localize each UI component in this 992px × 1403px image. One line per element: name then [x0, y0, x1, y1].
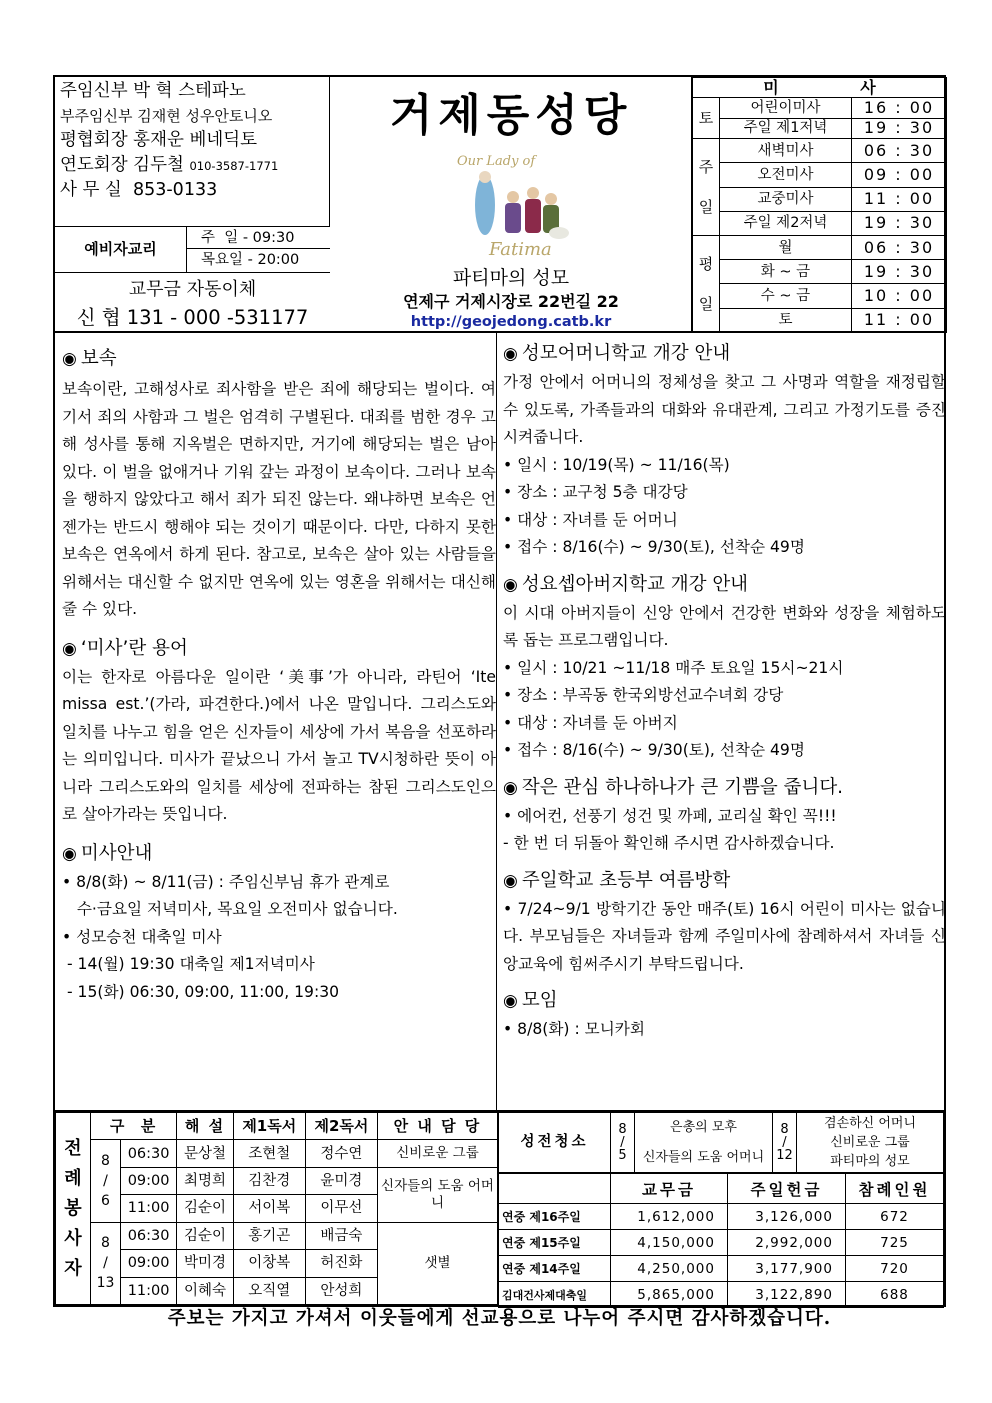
- cleaning-group-list: [797, 1113, 944, 1173]
- cleaning-group: 신자들의 도움 어머니: [635, 1143, 773, 1173]
- dues-account: 신 협 131 - 000 -531177: [76, 306, 309, 329]
- church-name: 거제동성당: [389, 90, 633, 141]
- section-title: [503, 570, 946, 600]
- cleaning-date-part: /: [620, 1135, 625, 1150]
- cleaning-group: 은총의 모후: [635, 1113, 773, 1143]
- mass-time: 19 : 30: [852, 118, 947, 138]
- list-item: • 일시 : 10/19(목) ~ 11/16(목): [503, 455, 730, 474]
- section-title: [62, 344, 496, 374]
- commentator-cell: 최명희: [177, 1167, 234, 1194]
- bulletin-header: [53, 75, 946, 333]
- mass-name: 새벽미사: [720, 139, 852, 163]
- office-phone-line: 사 무 실 853-0133: [60, 180, 218, 200]
- funeral-president-phone: 010-3587-1771: [189, 158, 279, 173]
- section-title: [503, 866, 946, 896]
- attendance-cell: 725: [846, 1230, 944, 1256]
- mass-term-text: 이는 한자로 아름다운 일이란 ‘美事’가 아니라, 라틴어 ‘Ite missa est.’(가라, 파견한다.)에서 나온 말입니다. 그리스도와 일치를 나누고 힘을 얻은 신자들이 세상에 가서 복음을 선포하라는 의미입니다. 미사가 끝났으니 가서 놀고 TV시청하란 뜻이 아니라 그리스도와의 일치를 세상에 전파하는 참된 그리스도인으로 살아가라는 뜻입니다.: [62, 667, 496, 823]
- mass-day-weekday-label: 평일: [698, 254, 714, 313]
- mass-schedule-title: 미 사: [693, 78, 947, 98]
- right-column: [497, 333, 946, 1110]
- attendance-cell: 688: [846, 1282, 944, 1308]
- section-title-text: ‘미사’란 용어: [80, 637, 188, 659]
- mass-name: 화 ~ 금: [720, 260, 852, 284]
- mass-name: 수 ~ 금: [720, 284, 852, 308]
- commentator-cell: 김순이: [177, 1195, 234, 1222]
- cleaning-date-part: 12: [776, 1148, 793, 1163]
- list-item: • 8/8(화) : 모니카회: [503, 1020, 645, 1038]
- stats-row-label: 연중 제16주일: [499, 1204, 611, 1230]
- child-figure-icon: [507, 191, 519, 203]
- mass-time-cell: 06:30: [121, 1140, 177, 1167]
- reader2-cell: 이무선: [305, 1195, 377, 1222]
- mothers-school-text: 가정 안에서 어머니의 정체성을 찾고 그 사명과 역할을 재정립할 수 있도록, 가족들과의 대화와 유대관계, 그리고 가정기도를 증진시켜줍니다.: [503, 373, 946, 446]
- patron-saint: 파티마의 성모: [452, 267, 570, 289]
- sheep-icon: [549, 227, 569, 239]
- pastor-line: 주임신부 박 혁 스테파노: [60, 81, 246, 101]
- mass-time: 09 : 00: [852, 163, 947, 187]
- mass-time: 11 : 00: [852, 187, 947, 211]
- section-title: [503, 773, 946, 803]
- offering-cell: 3,177,900: [728, 1256, 846, 1282]
- mass-schedule: [692, 77, 946, 333]
- section-title-text: 보속: [80, 348, 117, 369]
- reader2-cell: 배금숙: [305, 1222, 377, 1249]
- service-date: [91, 1140, 121, 1222]
- assistant-pastor-line: 부주임신부 김재현 성우안토니오: [60, 106, 273, 125]
- list-item: • 장소 : 부곡동 한국외방선교수녀회 강당: [503, 686, 784, 704]
- column-header: 제1독서: [233, 1113, 305, 1140]
- mass-day-sunday-label: 주일: [698, 158, 714, 216]
- section-title-text: 모임: [521, 990, 558, 1011]
- mass-schedule-table: [692, 77, 947, 333]
- reader2-cell: 안성희: [305, 1277, 377, 1304]
- catechism-thursday: 목요일 - 20:00: [201, 252, 300, 268]
- list-item: - 한 번 더 뒤돌아 확인해 주시면 감사하겠습니다.: [503, 834, 835, 852]
- reader1-cell: 오직열: [233, 1277, 305, 1304]
- liturgy-label-char: 사: [64, 1227, 82, 1249]
- list-item: • 대상 : 자녀를 둔 어머니: [503, 510, 678, 529]
- list-item: • 8/8(화) ~ 8/11(금) : 주임신부님 휴가 관계로: [62, 872, 390, 891]
- dues-box: [55, 274, 330, 334]
- section-title: [503, 339, 946, 369]
- reader2-cell: 정수연: [305, 1140, 377, 1167]
- mass-name: 주일 제1저녁: [720, 118, 852, 138]
- list-item: • 성모승천 대축일 미사: [62, 927, 222, 946]
- column-header: 안 내 담 당: [378, 1113, 498, 1140]
- funeral-president-name: 연도회장 김두철: [60, 154, 184, 175]
- liturgy-label-char: 례: [64, 1167, 82, 1189]
- service-date-part: 8: [101, 1153, 110, 1170]
- mass-time-cell: 11:00: [121, 1195, 177, 1222]
- list-item: 수·금요일 저녁미사, 목요일 오전미사 없습니다.: [62, 900, 398, 918]
- cleaning-date: [611, 1113, 635, 1173]
- attendance-cell: 720: [846, 1256, 944, 1282]
- section-title: [62, 634, 496, 664]
- section-title: [503, 986, 946, 1016]
- mass-name: 주일 제2저녁: [720, 211, 852, 235]
- list-item: - 14(월) 19:30 대축일 제1저녁미사: [62, 955, 315, 973]
- dues-title: 교무금 자동이체: [128, 279, 257, 300]
- liturgy-label-char: 봉: [64, 1197, 82, 1219]
- dues-cell: 4,150,000: [611, 1230, 728, 1256]
- column-header: 참례인원: [846, 1174, 944, 1204]
- stats-corner: [499, 1174, 611, 1204]
- section-title-text: 성모어머니학교 개강 안내: [521, 343, 731, 364]
- section-bullet-icon: ◉: [503, 991, 518, 1011]
- left-column: [55, 333, 497, 1110]
- mass-name: 오전미사: [720, 163, 852, 187]
- logo-text-bottom: Fatima: [489, 239, 552, 260]
- reader1-cell: 홍기곤: [233, 1222, 305, 1249]
- service-date-part: /: [103, 1173, 108, 1190]
- service-date-part: /: [103, 1255, 108, 1272]
- list-item: • 에어컨, 선풍기 성건 및 까페, 교리실 확인 꼭!!!: [503, 806, 837, 825]
- cleaning-table: [498, 1112, 944, 1173]
- offering-cell: 3,122,890: [728, 1282, 846, 1308]
- mass-time: 06 : 30: [852, 235, 947, 259]
- liturgy-label-char: 자: [64, 1257, 82, 1279]
- penance-text: 보속이란, 고해성사로 죄사함을 받은 죄에 해당되는 벌이다. 여기서 죄의 사함과 그 벌은 엄격히 구별된다. 대죄를 범한 경우 고해 성사를 통해 지옥벌은 면하지만, 거기에 해당되는 벌은 남아 있다. 이 벌을 없애거나 기워 갚는 과정이 보속이다. 그러나 보속을 행하지 않았다고 해서 죄가 되진 않는다. 왜냐하면 보속은 언젠가는 반드시 행해야 되는 것이기 때문이다. 다만, 다하지 못한 보속은 연옥에서 하게 된다. 참고로, 보속은 살아 있는 사람들을 위해서는 대신할 수 없지만 연옥에 있는 영혼을 위해서는 대신해줄 수 있다.: [62, 380, 496, 618]
- stats-row-label: 김대건사제대축일: [499, 1282, 611, 1308]
- church-address: 연제구 거제시장로 22번길 22: [403, 292, 619, 311]
- dues-cell: 5,865,000: [611, 1282, 728, 1308]
- offering-stats-table: [498, 1173, 944, 1308]
- mass-time-cell: 11:00: [121, 1277, 177, 1304]
- section-bullet-icon: ◉: [503, 574, 518, 595]
- offering-cell: 2,992,000: [728, 1230, 846, 1256]
- cleaning-and-stats: [498, 1112, 944, 1308]
- child-figure-icon: [545, 193, 557, 205]
- child-figure-icon: [527, 187, 539, 199]
- mass-time-cell: 09:00: [121, 1250, 177, 1277]
- catechism-label: 예비자교리: [55, 227, 187, 272]
- church-title-block: [330, 77, 692, 333]
- fatima-logo: [447, 143, 577, 263]
- service-date-part: 13: [96, 1275, 115, 1292]
- fathers-school-text: 이 시대 아버지들이 신앙 안에서 건강한 변화와 성장을 체험하도록 돕는 프로그램입니다.: [503, 603, 946, 649]
- mass-time: 19 : 30: [852, 260, 947, 284]
- cleaning-date-part: 8: [618, 1122, 627, 1137]
- cleaning-label: 성전청소: [499, 1113, 611, 1173]
- cleaning-group: 신비로운 그룹: [830, 1135, 910, 1150]
- guide-cell: 신비로운 그룹: [378, 1140, 498, 1167]
- section-bullet-icon: ◉: [503, 777, 518, 798]
- commentator-cell: 김순이: [177, 1222, 234, 1249]
- mass-time: 19 : 30: [852, 211, 947, 235]
- list-item: • 장소 : 교구청 5층 대강당: [503, 483, 688, 501]
- mass-day-sunday: [693, 139, 720, 236]
- staff-list: [55, 77, 330, 227]
- section-bullet-icon: ◉: [503, 344, 518, 364]
- commentator-cell: 이혜숙: [177, 1277, 234, 1304]
- reader1-cell: 조현철: [233, 1140, 305, 1167]
- mass-time: 16 : 00: [852, 98, 947, 118]
- council-president-line: 평협회장 홍재운 베네딕토: [60, 130, 258, 150]
- section-title-text: 주일학교 초등부 여름방학: [521, 869, 731, 891]
- summer-break-text: • 7/24~9/1 방학기간 동안 매주(토) 16시 어린이 미사는 없습니다. 부모님들은 자녀들과 함께 주일미사에 참례하셔서 자녀들 신앙교육에 힘써주시기 부탁드립니다.: [503, 899, 946, 973]
- column-header: 교무금: [611, 1174, 728, 1204]
- cleaning-group: 겸손하신 어머니: [823, 1116, 917, 1131]
- footer-notice: 주보는 가지고 가셔서 이웃들에게 선교용으로 나누어 주시면 감사하겠습니다.: [167, 1308, 832, 1329]
- section-title: [62, 839, 496, 869]
- guide-cell: 샛별: [378, 1222, 498, 1304]
- list-item: - 15(화) 06:30, 09:00, 11:00, 19:30: [62, 982, 340, 1001]
- service-date-part: 8: [101, 1235, 110, 1252]
- mass-time: 06 : 30: [852, 139, 947, 163]
- liturgy-label: [56, 1113, 91, 1305]
- catechism-sunday: 주 일 - 09:30: [187, 227, 330, 249]
- cleaning-date-part: 5: [618, 1148, 627, 1163]
- service-date: [91, 1222, 121, 1304]
- reader1-cell: 서이복: [233, 1195, 305, 1222]
- cleaning-date-part: /: [782, 1135, 787, 1150]
- bulletin-bottom: [53, 1110, 946, 1307]
- section-bullet-icon: ◉: [62, 349, 77, 369]
- list-item: • 대상 : 자녀를 둔 아버지: [503, 713, 678, 732]
- mass-name: 토: [720, 308, 852, 332]
- mass-day-saturday: 토: [693, 98, 720, 139]
- column-header: 해 설: [177, 1113, 234, 1140]
- stats-row-label: 연중 제15주일: [499, 1230, 611, 1256]
- liturgy-label-char: 전: [64, 1137, 82, 1159]
- mass-time-cell: 09:00: [121, 1167, 177, 1194]
- column-header: 구 분: [91, 1113, 177, 1140]
- cleaning-date-part: 8: [780, 1122, 789, 1137]
- mass-time: 11 : 00: [852, 308, 947, 332]
- service-date-part: 6: [101, 1193, 110, 1210]
- section-bullet-icon: ◉: [62, 638, 77, 659]
- funeral-president-line: [60, 153, 329, 179]
- section-title-text: 미사안내: [80, 842, 153, 864]
- catechism-box: [55, 227, 330, 273]
- column-header: 제2독서: [305, 1113, 377, 1140]
- cleaning-group: 파티마의 성모: [830, 1154, 910, 1169]
- commentator-cell: 박미경: [177, 1250, 234, 1277]
- logo-text-top: Our Lady of: [457, 154, 536, 169]
- section-title-text: 작은 관심 하나하나가 큰 기쁨을 줍니다.: [521, 776, 844, 798]
- section-title-text: 성요셉아버지학교 개강 안내: [521, 573, 749, 595]
- list-item: • 접수 : 8/16(수) ~ 9/30(토), 선착순 49명: [503, 741, 805, 759]
- stats-row-label: 연중 제14주일: [499, 1256, 611, 1282]
- attendance-cell: 672: [846, 1204, 944, 1230]
- mary-figure-icon: [475, 175, 495, 235]
- list-item: • 일시 : 10/21 ~11/18 매주 토요일 15시~21시: [503, 658, 844, 677]
- liturgy-servers-table: [55, 1112, 498, 1305]
- reader1-cell: 이창복: [233, 1250, 305, 1277]
- mass-name: 월: [720, 235, 852, 259]
- section-bullet-icon: ◉: [503, 870, 518, 891]
- mass-day-weekday: [693, 235, 720, 332]
- guide-cell: 신자들의 도움 어머니: [378, 1167, 498, 1222]
- commentator-cell: 문상철: [177, 1140, 234, 1167]
- section-bullet-icon: ◉: [62, 843, 77, 864]
- reader2-cell: 윤미경: [305, 1167, 377, 1194]
- column-header: 주일헌금: [728, 1174, 846, 1204]
- bulletin-body: [53, 333, 946, 1110]
- list-item: • 접수 : 8/16(수) ~ 9/30(토), 선착순 49명: [503, 538, 805, 556]
- mass-time-cell: 06:30: [121, 1222, 177, 1249]
- reader1-cell: 김찬경: [233, 1167, 305, 1194]
- mass-name: 어린이미사: [720, 98, 852, 118]
- cleaning-date: [773, 1113, 797, 1173]
- dues-cell: 1,612,000: [611, 1204, 728, 1230]
- mass-name: 교중미사: [720, 187, 852, 211]
- church-website-link[interactable]: http://geojedong.catb.kr: [410, 314, 612, 330]
- offering-cell: 3,126,000: [728, 1204, 846, 1230]
- dues-cell: 4,250,000: [611, 1256, 728, 1282]
- mass-time: 10 : 00: [852, 284, 947, 308]
- reader2-cell: 허진화: [305, 1250, 377, 1277]
